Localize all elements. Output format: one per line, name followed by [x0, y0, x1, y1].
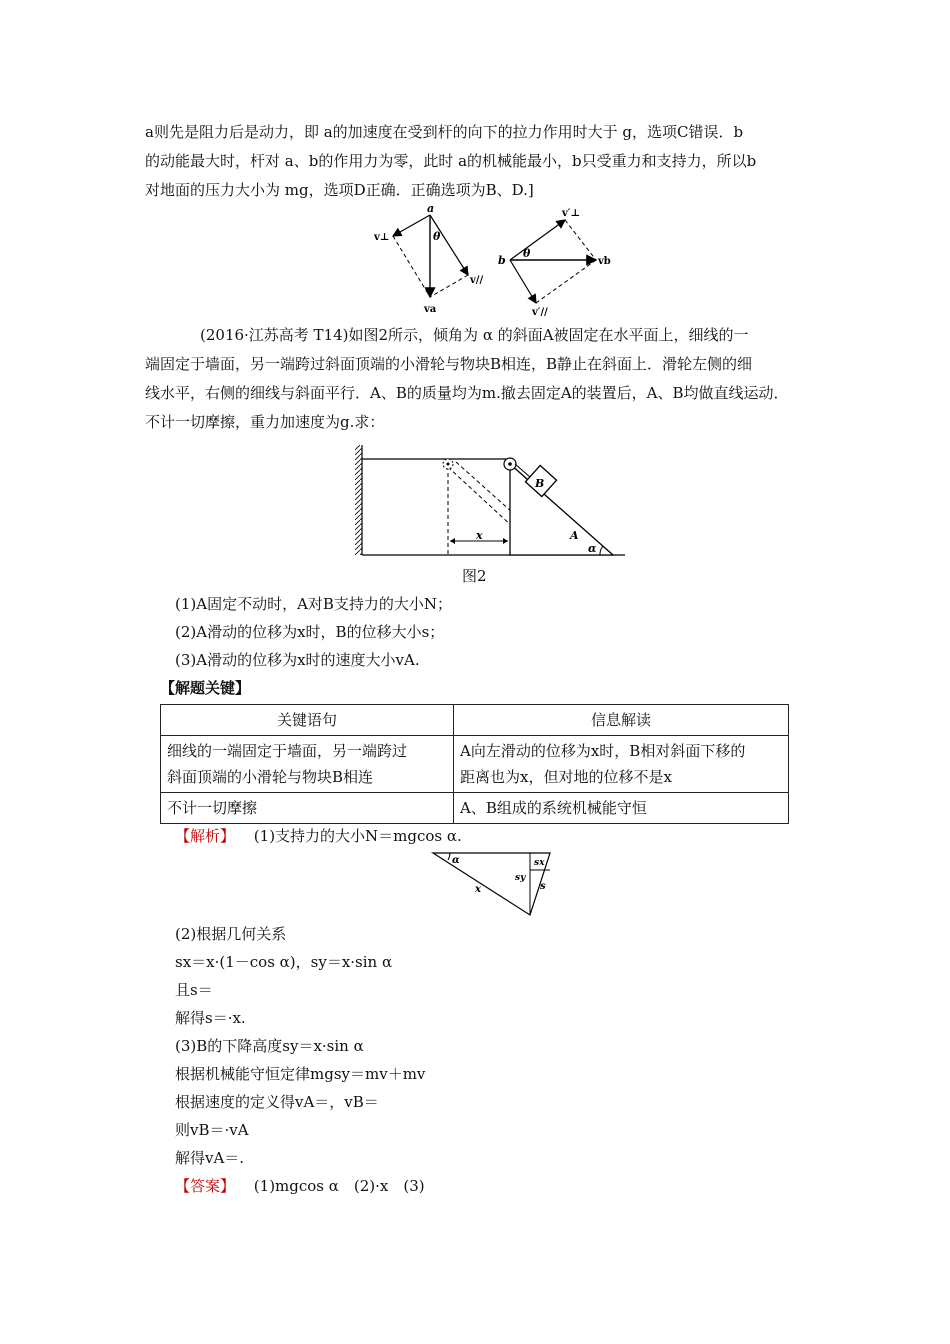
solution-step-8: 根据速度的定义得vA＝，vB＝	[175, 1093, 379, 1111]
wall	[355, 445, 362, 555]
solution-tag: 【解析】	[175, 827, 236, 845]
label-A: A	[570, 529, 579, 542]
label-theta: θ	[433, 230, 441, 243]
v-perp-vector	[393, 215, 430, 236]
solution-step-6: (3)B的下降高度sy＝x·sin α	[175, 1037, 364, 1055]
table-cell: A、B组成的系统机械能守恒	[454, 793, 789, 824]
dashed-line	[393, 236, 430, 297]
label-theta: θ	[523, 247, 531, 260]
table-cell: A向左滑动的位移为x时，B相对斜面下移的	[460, 742, 746, 760]
label-s: s	[540, 881, 546, 892]
displacement-triangle-figure	[430, 850, 560, 920]
table-cell: 距离也为x，但对地的位移不是x	[460, 768, 672, 786]
answer-text: (1)mgcos α (2)·x (3)	[253, 1177, 425, 1195]
problem-line-3: 线水平，右侧的细线与斜面平行．A、B的质量均为m.撤去固定A的装置后，A、B均做直线运动．	[145, 384, 789, 402]
table-cell: 不计一切摩擦	[161, 793, 454, 824]
solution-step-9: 则vB＝·vA	[175, 1121, 249, 1139]
answer-tag: 【答案】	[175, 1177, 236, 1195]
para-line-3: 对地面的压力大小为 mg，选项D正确．正确选项为B、D.]	[145, 181, 534, 199]
v-par-prime-vector	[510, 260, 536, 303]
table-cell: 斜面顶端的小滑轮与物块B相连	[167, 768, 374, 786]
incline-a	[510, 464, 613, 555]
para-line-1: a则先是阻力后是动力，即 a的加速度在受到杆的向下的拉力作用时大于 g，选项C错误．b	[145, 123, 744, 141]
label-va: va	[424, 304, 437, 315]
question-2: (2)A滑动的位移为x时，B的位移大小s；	[175, 623, 445, 641]
label-v-par-prime: v′//	[532, 307, 548, 318]
solution-step-10: 解得vA＝.	[175, 1149, 245, 1167]
solution-step-4: 且s＝	[175, 981, 213, 999]
label-b: b	[498, 254, 506, 267]
label-alpha: α	[452, 855, 460, 866]
question-3: (3)A滑动的位移为x时的速度大小vA.	[175, 651, 420, 669]
para-line-2: 的动能最大时，杆对 a、b的作用力为零，此时 a的机械能最小，b只受重力和支持力，所以b	[145, 152, 757, 170]
label-B: B	[535, 477, 545, 490]
label-v-perp: v⊥	[374, 232, 390, 243]
label-sy: sy	[515, 873, 526, 883]
problem-line-1: (2016·江苏高考 T14)如图2所示，倾角为 α 的斜面A被固定在水平面上，细线的一	[200, 326, 749, 344]
key-title: 【解题关键】	[160, 679, 251, 697]
incline-pulley-figure	[350, 440, 630, 565]
figure-caption: 图2	[462, 567, 487, 585]
label-x: x	[476, 529, 483, 542]
question-1: (1)A固定不动时，A对B支持力的大小N；	[175, 595, 453, 613]
solution-step-3: sx＝x·(1－cos α)，sy＝x·sin α	[175, 953, 393, 971]
problem-line-4: 不计一切摩擦，重力加速度为g.求：	[145, 413, 385, 431]
label-sx: sx	[534, 858, 545, 868]
solution-step-1: (1)支持力的大小N＝mgcos α.	[253, 827, 462, 845]
velocity-decomposition-figure	[360, 200, 620, 320]
v-par-vector	[430, 215, 468, 275]
label-v-par: v//	[470, 275, 484, 286]
dashed-line	[430, 275, 468, 297]
label-x: x	[475, 884, 481, 895]
table-header: 信息解读	[454, 705, 789, 736]
solution-step-5: 解得s＝·x.	[175, 1009, 246, 1027]
label-alpha: α	[588, 542, 597, 555]
table-header: 关键语句	[161, 705, 454, 736]
table-row	[161, 736, 789, 793]
table-cell: 细线的一端固定于墙面，另一端跨过	[167, 742, 408, 760]
problem-line-2: 端固定于墙面，另一端跨过斜面顶端的小滑轮与物块B相连，B静止在斜面上．滑轮左侧的细	[145, 355, 753, 373]
key-table	[160, 704, 789, 824]
solution-step-2: (2)根据几何关系	[175, 925, 287, 943]
label-a: a	[427, 202, 435, 215]
table-row	[161, 793, 789, 824]
label-v-perp-prime: v′⊥	[562, 208, 581, 219]
dashed-line	[565, 220, 596, 260]
v-perp-prime-vector	[510, 220, 565, 260]
solution-step-7: 根据机械能守恒定律mgsy＝mv＋mv	[175, 1065, 426, 1083]
label-vb: vb	[598, 256, 611, 267]
dashed-line	[536, 260, 596, 303]
